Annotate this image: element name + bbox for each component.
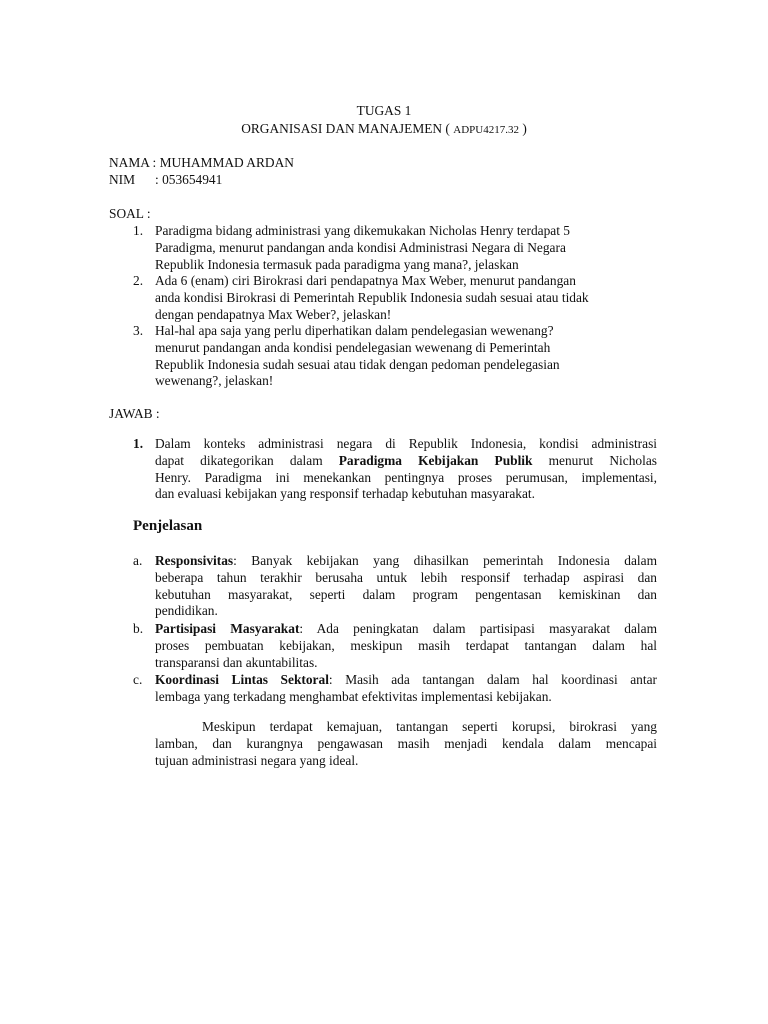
subtitle-close: ) [522, 121, 527, 136]
closing-paragraph [155, 719, 657, 769]
bold-term: Paradigma Kebijakan Publik [338, 452, 533, 468]
text-line [155, 672, 657, 689]
text-line: Hal-hal apa saja yang perlu diperhatikan dalam pendelegasian wewenang? [155, 323, 554, 338]
point-letter: b. [133, 621, 144, 636]
text-line: proses pembuatan kebijakan, meskipun masih terdapat tantangan dalam hal [155, 637, 657, 653]
text-segment: : Banyak kebijakan yang dihasilkan pemerintah Indonesia dalam [233, 553, 657, 568]
text-line: Meskipun terdapat kemajuan, tantangan seperti korupsi, birokrasi yang [202, 719, 657, 734]
soal-text [155, 223, 655, 273]
name-row [109, 155, 294, 172]
document-title: TUGAS 1 [356, 103, 412, 118]
penjelasan-heading: Penjelasan [133, 518, 203, 534]
text-line: Dalam konteks administrasi negara di Republik Indonesia, kondisi administrasi [155, 436, 657, 451]
text-line: tujuan administrasi negara yang ideal. [155, 752, 359, 768]
text-segment: : Ada peningkatan dalam partisipasi masyarakat dalam [299, 621, 657, 636]
point-letter: a. [133, 553, 143, 568]
bold-term: Responsivitas [155, 553, 234, 568]
text-line: Henry. Paradigma ini menekankan pentingnya proses perumusan, implementasi, [155, 469, 657, 485]
text-line: transparansi dan akuntabilitas. [155, 654, 318, 670]
soal-number: 3. [133, 323, 144, 338]
text-segment: menurut Nicholas [548, 452, 657, 468]
soal-label: SOAL : [109, 206, 151, 221]
text-line: lamban, dan kurangnya pengawasan masih menjadi kendala dalam mencapai [155, 735, 657, 751]
text-line: wewenang?, jelaskan! [155, 373, 274, 389]
nim-value: : 053654941 [155, 172, 223, 187]
text-line: dan evaluasi kebijakan yang responsif terhadap kebutuhan masyarakat. [155, 486, 536, 502]
course-code: ADPU4217.32 [453, 124, 519, 136]
answer-text [155, 436, 657, 503]
text-line [155, 621, 657, 638]
text-segment: : Masih ada tantangan dalam hal koordinasi antar [328, 672, 657, 687]
text-line: beberapa tahun terakhir berusaha untuk lebih responsif terhadap aspirasi dan [155, 569, 657, 585]
text-line: Republik Indonesia termasuk pada paradigma yang mana?, jelaskan [155, 256, 519, 272]
nim-label: NIM [109, 172, 136, 187]
text-line: Paradigma, menurut pandangan anda kondisi Administrasi Negara di Negara [155, 239, 566, 255]
answer-number: 1. [133, 436, 144, 451]
point-text [155, 553, 657, 620]
document-subtitle [0, 121, 768, 139]
text-line: pendidikan. [155, 603, 218, 619]
point-letter: c. [133, 672, 143, 687]
name-label: NAMA [109, 155, 150, 170]
text-line: kebutuhan masyarakat, seperti dalam program pengentasan kemiskinan dan [155, 586, 657, 602]
text-line: Republik Indonesia sudah sesuai atau tidak dengan pedoman pendelegasian [155, 356, 560, 372]
point-text [155, 621, 657, 671]
subtitle-main: ORGANISASI DAN MANAJEMEN ( [241, 121, 450, 136]
soal-number: 2. [133, 273, 144, 288]
bold-term: Koordinasi Lintas Sektoral [155, 672, 329, 687]
text-line: menurut pandangan anda kondisi pendelegasian wewenang di Pemerintah [155, 339, 551, 355]
point-text [155, 672, 657, 706]
text-line: dengan pendapatnya Max Weber?, jelaskan! [155, 306, 392, 322]
jawab-label: JAWAB : [109, 406, 160, 421]
text-segment: dapat dikategorikan dalam [155, 452, 323, 468]
bold-term: Partisipasi Masyarakat [155, 621, 300, 636]
text-line: Paradigma bidang administrasi yang dikemukakan Nicholas Henry terdapat 5 [155, 223, 570, 238]
text-line: lembaga yang terkadang menghambat efektivitas implementasi kebijakan. [155, 688, 552, 704]
text-line [155, 553, 657, 570]
soal-number: 1. [133, 223, 144, 238]
soal-text [155, 323, 655, 390]
name-value: : MUHAMMAD ARDAN [152, 155, 294, 170]
text-line [155, 453, 657, 470]
soal-text [155, 273, 660, 323]
text-line: Ada 6 (enam) ciri Birokrasi dari pendapatnya Max Weber, menurut pandangan [155, 273, 576, 288]
text-line: anda kondisi Birokrasi di Pemerintah Republik Indonesia sudah sesuai atau tidak [155, 289, 589, 305]
